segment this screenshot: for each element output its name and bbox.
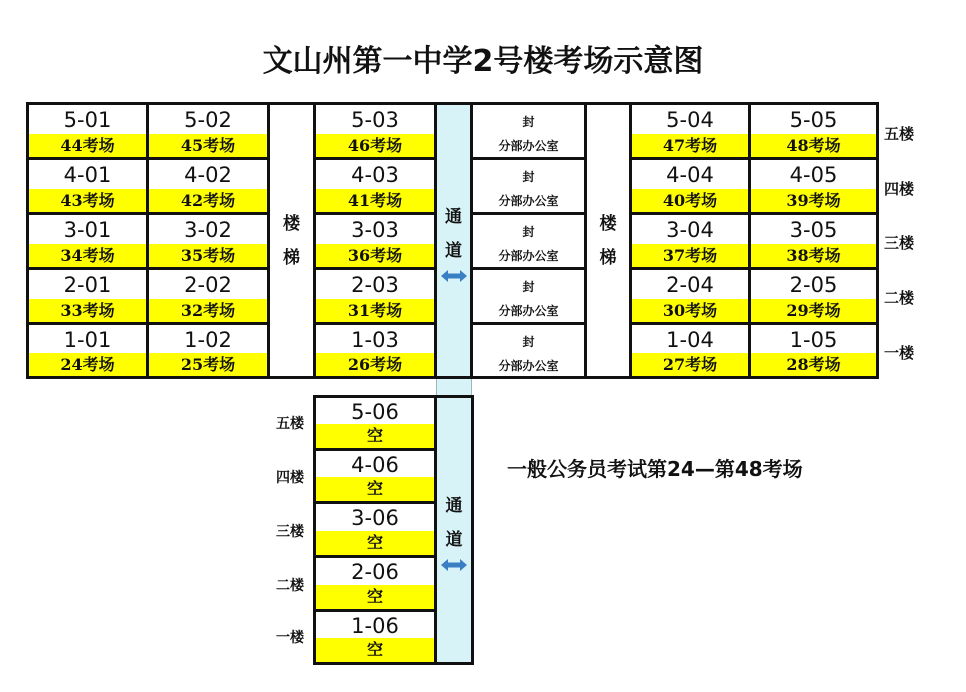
page-title: 文山州第一中学2号楼考场示意图 xyxy=(262,44,704,79)
room-cell xyxy=(632,160,748,212)
room-cell xyxy=(149,160,267,212)
exam-room-label: 29考场 xyxy=(751,299,876,322)
staircase-left xyxy=(270,105,313,376)
room-cell xyxy=(751,105,876,157)
room-number: 2-03 xyxy=(351,273,399,297)
room-number: 1-04 xyxy=(666,328,714,352)
office-label: 分部办公室 xyxy=(498,194,559,208)
sealed-label: 封 xyxy=(522,280,535,294)
floor-label: 五楼 xyxy=(884,125,915,143)
floor-label: 一楼 xyxy=(884,344,915,362)
room-cell xyxy=(29,325,146,376)
room-cell xyxy=(632,105,748,157)
room-cell xyxy=(29,105,146,157)
room-number: 4-03 xyxy=(351,163,399,187)
stairs-char-2: 梯 xyxy=(283,247,300,268)
exam-room-label: 40考场 xyxy=(632,189,748,212)
exam-range-note: 一般公务员考试第24—第48考场 xyxy=(507,457,803,481)
office-label: 分部办公室 xyxy=(498,359,559,373)
corridor-char-1: 通 xyxy=(445,496,463,516)
exam-room-label: 空 xyxy=(316,585,434,609)
room-cell xyxy=(316,215,434,267)
sealed-label: 封 xyxy=(522,115,535,129)
room-cell xyxy=(316,451,434,501)
exam-room-label: 空 xyxy=(316,531,434,555)
room-cell xyxy=(751,325,876,376)
room-cell xyxy=(632,270,748,322)
exam-room-label: 34考场 xyxy=(29,244,146,267)
exam-room-label: 37考场 xyxy=(632,244,748,267)
exam-room-label: 48考场 xyxy=(751,134,876,157)
sealed-office xyxy=(473,160,584,212)
room-number: 5-01 xyxy=(63,108,112,132)
floor-label: 二楼 xyxy=(276,578,304,594)
staircase-right xyxy=(587,105,629,376)
room-cell xyxy=(316,105,434,157)
room-number: 1-02 xyxy=(184,328,232,352)
stairs-char-1: 楼 xyxy=(599,213,617,234)
exam-room-label: 35考场 xyxy=(149,244,267,267)
sealed-label: 封 xyxy=(522,225,535,239)
room-cell xyxy=(149,215,267,267)
room-cell xyxy=(751,215,876,267)
room-number: 4-04 xyxy=(666,163,714,187)
corridor-char-2: 道 xyxy=(445,240,462,261)
sealed-office xyxy=(473,215,584,267)
exam-room-label: 25考场 xyxy=(149,353,267,376)
office-label: 分部办公室 xyxy=(498,304,559,318)
floor-label: 一楼 xyxy=(276,630,304,646)
exam-room-label: 空 xyxy=(316,477,434,501)
corridor-connector xyxy=(436,379,472,395)
exam-room-label: 32考场 xyxy=(149,299,267,322)
exam-room-label: 24考场 xyxy=(29,353,146,376)
sealed-label: 封 xyxy=(522,170,535,184)
exam-room-label: 空 xyxy=(316,424,434,448)
floor-label: 四楼 xyxy=(884,180,915,198)
room-number: 3-02 xyxy=(184,218,232,242)
exam-room-label: 38考场 xyxy=(751,244,876,267)
exam-room-label: 45考场 xyxy=(149,134,267,157)
room-number: 4-02 xyxy=(184,163,232,187)
stairs-char-1: 楼 xyxy=(283,213,300,234)
room-cell xyxy=(316,398,434,448)
office-label: 分部办公室 xyxy=(498,249,559,263)
exam-room-label: 43考场 xyxy=(29,189,146,212)
exam-room-label: 46考场 xyxy=(316,134,434,157)
exam-room-label: 28考场 xyxy=(751,353,876,376)
room-number: 2-06 xyxy=(351,560,399,584)
double-arrow-icon xyxy=(441,559,467,571)
exam-room-label: 30考场 xyxy=(632,299,748,322)
room-cell xyxy=(316,325,434,376)
room-number: 5-03 xyxy=(351,108,399,132)
exam-room-label: 27考场 xyxy=(632,353,748,376)
room-number: 5-02 xyxy=(184,108,232,132)
room-number: 4-01 xyxy=(63,163,112,187)
floor-label: 五楼 xyxy=(276,416,304,432)
room-number: 2-05 xyxy=(789,273,838,297)
exam-room-label: 31考场 xyxy=(316,299,434,322)
sealed-office xyxy=(473,105,584,157)
exam-room-label: 44考场 xyxy=(29,134,146,157)
office-label: 分部办公室 xyxy=(498,139,559,153)
corridor-main xyxy=(437,105,470,376)
stairs-char-2: 梯 xyxy=(599,247,617,268)
room-cell xyxy=(316,160,434,212)
room-number: 1-03 xyxy=(351,328,399,352)
double-arrow-icon xyxy=(441,270,467,282)
room-cell xyxy=(149,270,267,322)
room-cell xyxy=(29,160,146,212)
exam-room-label: 41考场 xyxy=(316,189,434,212)
exam-room-label: 36考场 xyxy=(316,244,434,267)
exam-room-label: 26考场 xyxy=(316,353,434,376)
room-number: 5-05 xyxy=(789,108,838,132)
room-number: 5-04 xyxy=(666,108,714,132)
sealed-label: 封 xyxy=(522,335,535,349)
exam-room-label: 39考场 xyxy=(751,189,876,212)
room-cell xyxy=(29,215,146,267)
room-number: 3-05 xyxy=(789,218,838,242)
room-number: 2-01 xyxy=(63,273,112,297)
room-number: 4-06 xyxy=(351,453,399,477)
floor-label: 二楼 xyxy=(884,289,915,307)
room-number: 3-04 xyxy=(666,218,714,242)
room-cell xyxy=(149,325,267,376)
room-number: 4-05 xyxy=(789,163,838,187)
room-cell xyxy=(316,270,434,322)
room-cell xyxy=(751,160,876,212)
exam-room-label: 空 xyxy=(316,638,434,662)
room-number: 3-01 xyxy=(63,218,112,242)
room-cell xyxy=(316,558,434,609)
floor-label: 三楼 xyxy=(884,234,915,252)
room-cell xyxy=(751,270,876,322)
room-cell xyxy=(29,270,146,322)
room-number: 5-06 xyxy=(351,400,399,424)
room-number: 2-04 xyxy=(666,273,714,297)
room-number: 3-03 xyxy=(351,218,399,242)
sealed-office xyxy=(473,270,584,322)
corridor-char-1: 通 xyxy=(445,206,462,227)
room-number: 1-06 xyxy=(351,614,399,638)
room-cell xyxy=(316,504,434,555)
room-number: 2-02 xyxy=(184,273,232,297)
room-cell xyxy=(149,105,267,157)
room-cell xyxy=(632,215,748,267)
room-number: 1-01 xyxy=(63,328,112,352)
sealed-office xyxy=(473,325,584,376)
room-number: 3-06 xyxy=(351,506,399,530)
corridor-annex xyxy=(437,398,471,662)
floor-label: 四楼 xyxy=(276,470,304,486)
room-number: 1-05 xyxy=(789,328,838,352)
exam-room-label: 42考场 xyxy=(149,189,267,212)
corridor-char-2: 道 xyxy=(445,530,463,550)
room-cell xyxy=(316,612,434,662)
exam-room-label: 47考场 xyxy=(632,134,748,157)
room-cell xyxy=(632,325,748,376)
exam-room-label: 33考场 xyxy=(29,299,146,322)
floor-label: 三楼 xyxy=(276,524,304,540)
